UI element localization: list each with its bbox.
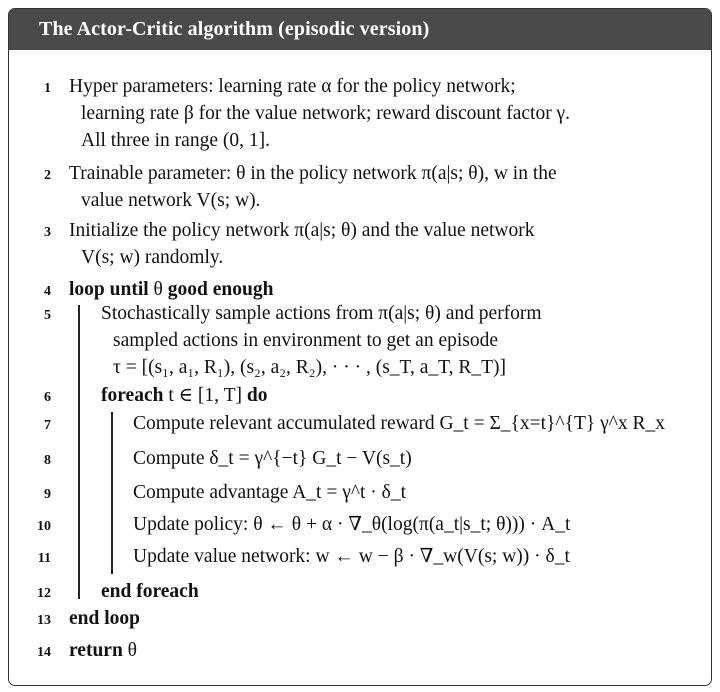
line-number: 10 bbox=[37, 519, 51, 534]
loop-statement bbox=[69, 278, 273, 302]
step-1-line-1: Hyper parameters: learning rate α for the policy network; bbox=[69, 76, 516, 97]
end-loop: end loop bbox=[69, 608, 140, 629]
line-number: 11 bbox=[37, 551, 51, 566]
line-number: 1 bbox=[44, 81, 51, 96]
line-number: 8 bbox=[44, 453, 51, 468]
step-11: Update value network: w ← w − β · ∇_w(V(s; w)) · δ_t bbox=[133, 546, 570, 567]
step-3-line-1: Initialize the policy network π(a|s; θ) and the value network bbox=[69, 220, 535, 241]
step-2-line-2: value network V(s; w). bbox=[81, 190, 261, 211]
do-keyword: do bbox=[246, 385, 268, 406]
algorithm-header bbox=[9, 9, 711, 50]
loop-keyword: loop until bbox=[69, 279, 149, 300]
foreach-statement bbox=[101, 384, 267, 408]
line-number: 6 bbox=[44, 390, 51, 405]
step-5-line-3: τ = [(s₁, a₁, R₁), (s₂, a₂, R₂), · · · , (s_T, a_T, R_T)] bbox=[113, 357, 507, 378]
step-2-line-1: Trainable parameter: θ in the policy network π(a|s; θ), w in the bbox=[69, 163, 557, 184]
step-1-line-2: learning rate β for the value network; reward discount factor γ. bbox=[81, 103, 571, 124]
return-statement bbox=[69, 639, 137, 663]
algorithm-box bbox=[8, 8, 712, 686]
line-number: 9 bbox=[44, 487, 51, 502]
loop-condition-keyword: good enough bbox=[167, 279, 274, 300]
loop-scope-bar bbox=[78, 305, 80, 599]
line-number: 13 bbox=[37, 613, 51, 628]
foreach-range: t ∈ [1, T] bbox=[163, 385, 247, 406]
step-10: Update policy: θ ← θ + α · ∇_θ(log(π(a_t|s_t; θ))) · A_t bbox=[133, 514, 571, 535]
step-5-line-2: sampled actions in environment to get an episode bbox=[113, 330, 499, 351]
step-1-line-3: All three in range (0, 1]. bbox=[81, 130, 270, 151]
end-foreach: end foreach bbox=[101, 581, 199, 602]
line-number: 12 bbox=[37, 586, 51, 601]
foreach-scope-bar bbox=[111, 412, 113, 574]
step-5-line-1: Stochastically sample actions from π(a|s; θ) and perform bbox=[101, 303, 542, 324]
line-number: 14 bbox=[37, 645, 51, 660]
step-3-line-2: V(s; w) randomly. bbox=[81, 247, 224, 268]
step-7: Compute relevant accumulated reward G_t = Σ_{x=t}^{T} γ^x R_x bbox=[133, 413, 665, 434]
step-9: Compute advantage A_t = γ^t · δ_t bbox=[133, 482, 406, 503]
line-number: 7 bbox=[44, 418, 51, 433]
step-8: Compute δ_t = γ^{−t} G_t − V(s_t) bbox=[133, 448, 412, 469]
foreach-keyword: foreach bbox=[101, 385, 164, 406]
return-value: θ bbox=[122, 640, 138, 661]
loop-condition: θ bbox=[148, 279, 168, 300]
line-number: 3 bbox=[44, 225, 51, 240]
algorithm-title: The Actor-Critic algorithm (episodic version) bbox=[39, 18, 430, 40]
return-keyword: return bbox=[69, 640, 123, 661]
line-number: 4 bbox=[44, 284, 51, 299]
line-number: 5 bbox=[44, 308, 51, 323]
line-number: 2 bbox=[44, 168, 51, 183]
